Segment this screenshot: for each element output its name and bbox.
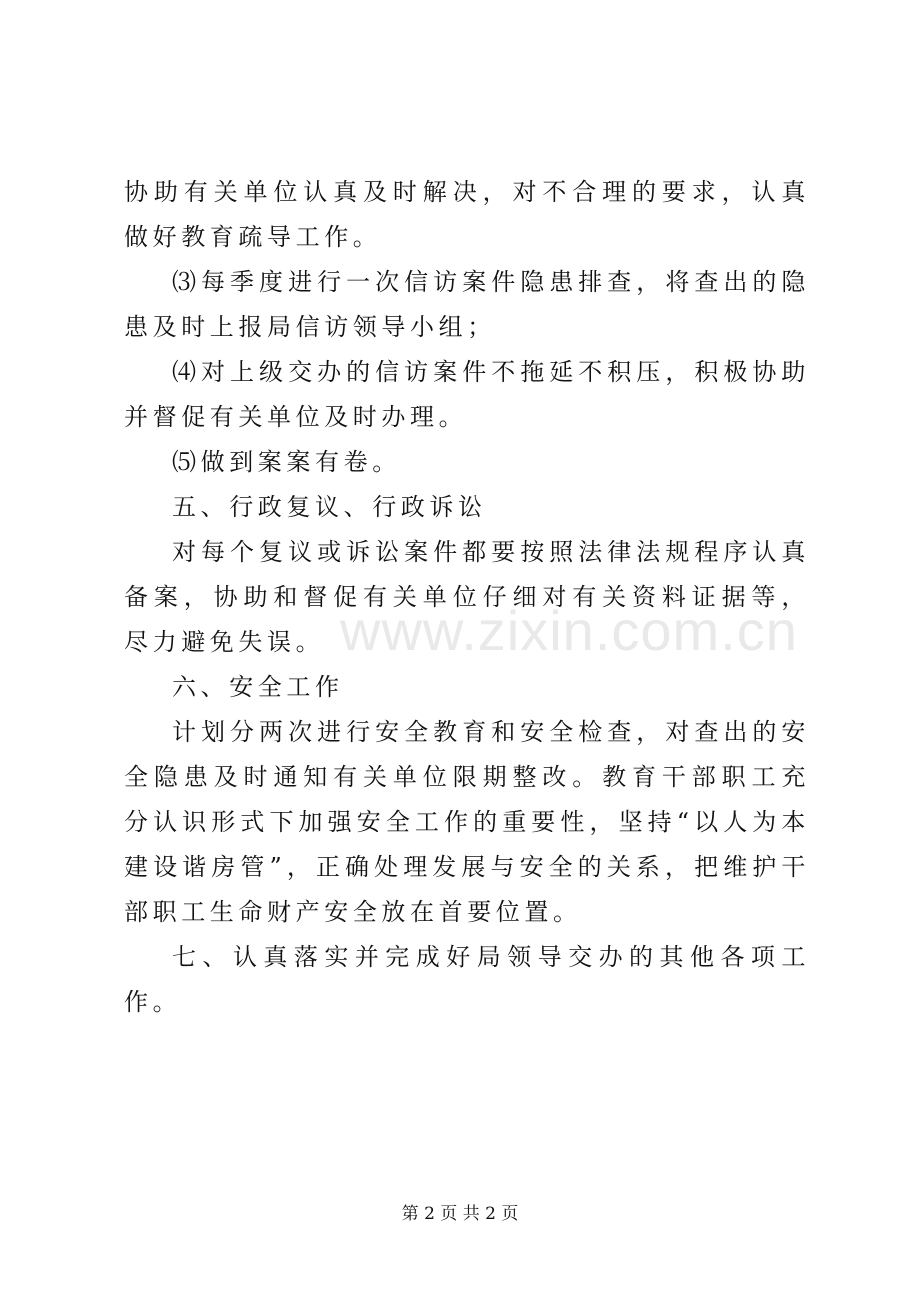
watermark: www.zixin.com.cn — [340, 599, 798, 662]
paragraph-item-3: ⑶每季度进行一次信访案件隐患排查，将查出的隐患及时上报局信访领导小组； — [124, 268, 810, 341]
paragraph-section-6: 计划分两次进行安全教育和安全检查，对查出的安全隐患及时通知有关单位限期整改。教育干部职工充分认识形式下加强安全工作的重要性，坚持“以人为本建设谐房管”，正确处理发展与安全的关系，把维护干部职工生命财产安全放在首要位置。 — [124, 718, 810, 926]
section-heading-5: 五、行政复议、行政诉讼 — [172, 493, 487, 521]
section-heading-6: 六、安全工作 — [172, 673, 344, 701]
paragraph-item-5: ⑸做到案案有卷。 — [172, 448, 401, 476]
section-heading-7: 七、认真落实并完成好局领导交办的其他各项工作。 — [124, 943, 810, 1016]
document-body — [124, 170, 810, 1025]
page-footer: 第 2 页 共 2 页 — [401, 1204, 519, 1224]
paragraph-item-4: ⑷对上级交办的信访案件不拖延不积压，积极协助并督促有关单位及时办理。 — [124, 358, 810, 431]
paragraph-continuation: 协助有关单位认真及时解决，对不合理的要求，认真做好教育疏导工作。 — [124, 178, 810, 251]
paragraph-section-5: 对每个复议或诉讼案件都要按照法律法规程序认真备案，协助和督促有关单位仔细对有关资料证据等，尽力避免失误。 — [124, 538, 810, 656]
